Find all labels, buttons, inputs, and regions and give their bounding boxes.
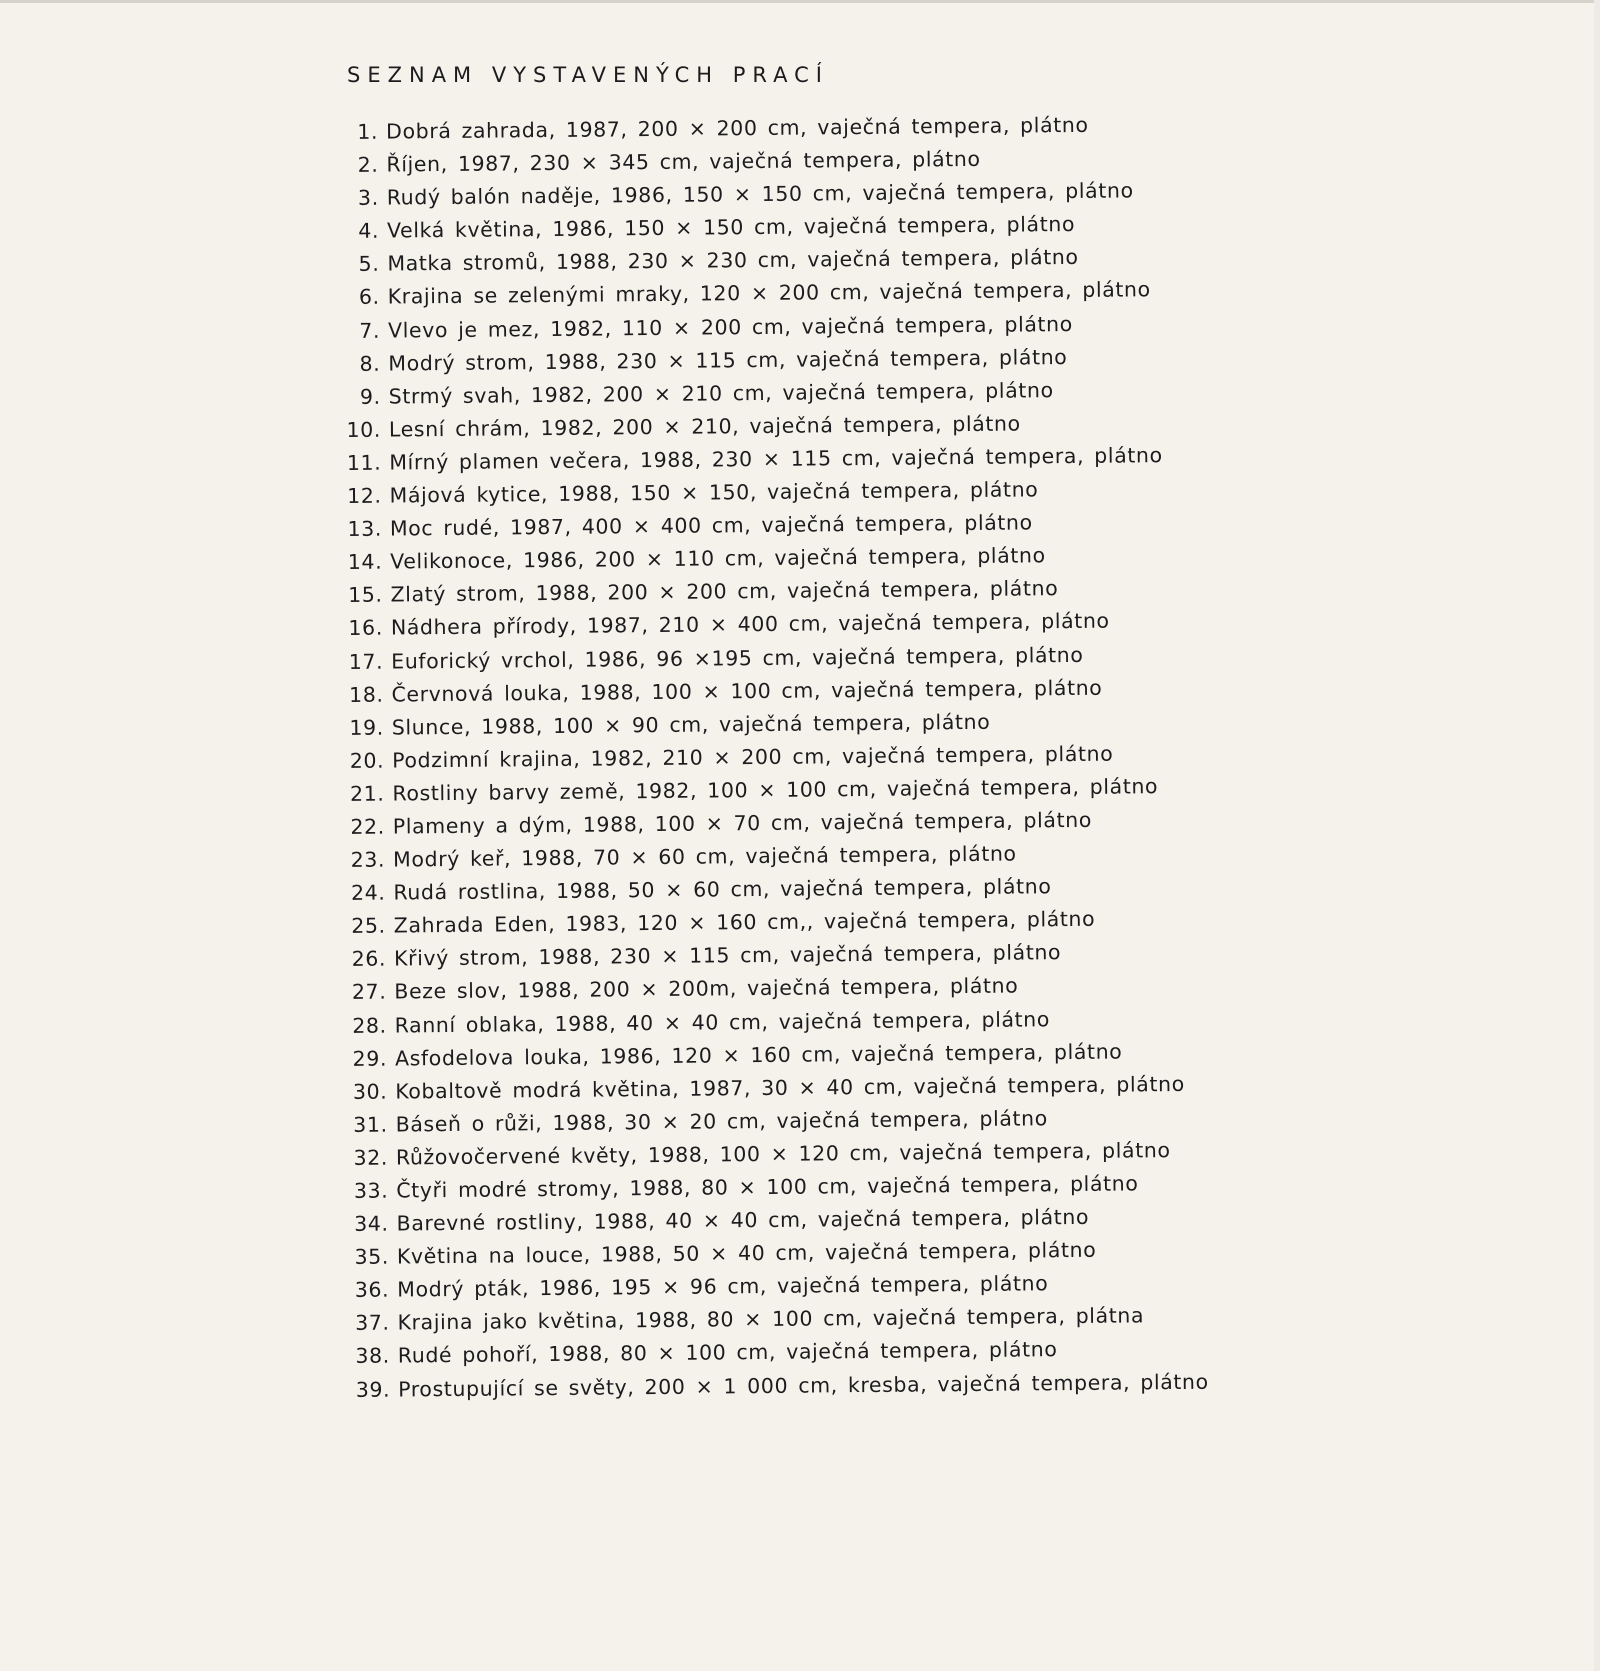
item-text: Rudé pohoří, 1988, 80 × 100 cm, vaječná tempera, plátno bbox=[397, 1337, 1058, 1368]
item-text: Slunce, 1988, 100 × 90 cm, vaječná tempera, plátno bbox=[391, 709, 991, 740]
item-number: 18. bbox=[348, 682, 384, 707]
item-number: 23. bbox=[350, 847, 386, 872]
item-number: 11. bbox=[346, 450, 382, 475]
item-text: Křivý strom, 1988, 230 × 115 cm, vaječná tempera, plátno bbox=[393, 940, 1062, 971]
item-number: 4. bbox=[358, 218, 380, 244]
item-text: Mírný plamen večera, 1988, 230 × 115 cm, vaječná tempera, plátno bbox=[389, 443, 1163, 475]
item-number: 15. bbox=[348, 582, 383, 608]
item-number: 20. bbox=[349, 748, 385, 773]
item-text: Beze slov, 1988, 200 × 200m, vaječná tempera, plátno bbox=[394, 973, 1019, 1004]
item-number: 33. bbox=[353, 1178, 389, 1203]
item-number: 2. bbox=[357, 152, 379, 177]
item-number: 14. bbox=[347, 549, 383, 575]
item-text: Ranní oblaka, 1988, 40 × 40 cm, vaječná tempera, plátno bbox=[394, 1006, 1051, 1038]
item-text: Růžovočervené květy, 1988, 100 × 120 cm, vaječná tempera, plátno bbox=[395, 1137, 1171, 1170]
item-text: Podzimní krajina, 1982, 210 × 200 cm, vaječná tempera, plátno bbox=[392, 741, 1114, 773]
item-number: 28. bbox=[352, 1013, 387, 1038]
item-text: Modrý pták, 1986, 195 × 96 cm, vaječná tempera, plátno bbox=[397, 1271, 1049, 1302]
item-text: Krajina jako květina, 1988, 80 × 100 cm, vaječná tempera, plátna bbox=[397, 1303, 1145, 1335]
item-number: 32. bbox=[353, 1145, 389, 1170]
item-text: Prostupující se světy, 200 × 1 000 cm, kresba, vaječná tempera, plátno bbox=[398, 1369, 1209, 1402]
item-text: Nádhera přírody, 1987, 210 × 400 cm, vaječná tempera, plátno bbox=[390, 609, 1110, 640]
item-text: Asfodelova louka, 1986, 120 × 160 cm, vaječná tempera, plátno bbox=[394, 1039, 1123, 1071]
page-title: SEZNAM VYSTAVENÝCH PRACÍ bbox=[347, 63, 830, 87]
item-number: 22. bbox=[350, 814, 385, 839]
item-number: 5. bbox=[358, 252, 380, 277]
item-text: Strmý svah, 1982, 200 × 210 cm, vaječná tempera, plátno bbox=[388, 377, 1054, 409]
item-number: 39. bbox=[355, 1377, 391, 1402]
item-text: Zlatý strom, 1988, 200 × 200 cm, vaječná tempera, plátno bbox=[390, 576, 1059, 607]
item-number: 36. bbox=[354, 1277, 390, 1303]
item-number: 8. bbox=[359, 351, 381, 376]
item-text: Velikonoce, 1986, 200 × 110 cm, vaječná tempera, plátno bbox=[390, 543, 1046, 574]
item-number: 29. bbox=[352, 1046, 388, 1071]
item-number: 34. bbox=[354, 1211, 389, 1237]
item-text: Báseň o růži, 1988, 30 × 20 cm, vaječná tempera, plátno bbox=[395, 1106, 1048, 1137]
item-text: Matka stromů, 1988, 230 × 230 cm, vaječná tempera, plátno bbox=[387, 245, 1079, 276]
item-text: Barevné rostliny, 1988, 40 × 40 cm, vaječná tempera, plátno bbox=[396, 1204, 1090, 1236]
item-text: Dobrá zahrada, 1987, 200 × 200 cm, vaječná tempera, plátno bbox=[385, 112, 1089, 144]
item-text: Lesní chrám, 1982, 200 × 210, vaječná tempera, plátno bbox=[388, 411, 1021, 442]
item-number: 30. bbox=[352, 1079, 388, 1104]
item-number: 17. bbox=[348, 649, 384, 674]
works-list bbox=[340, 110, 1352, 1410]
item-text: Euforický vrchol, 1986, 96 ×195 cm, vaječná tempera, plátno bbox=[391, 642, 1084, 674]
item-text: Vlevo je mez, 1982, 110 × 200 cm, vaječná tempera, plátno bbox=[387, 311, 1073, 343]
item-text: Krajina se zelenými mraky, 120 × 200 cm, vaječná tempera, plátno bbox=[387, 277, 1151, 310]
item-number: 10. bbox=[346, 417, 382, 442]
item-number: 12. bbox=[347, 483, 382, 508]
item-number: 6. bbox=[358, 285, 380, 310]
item-text: Modrý strom, 1988, 230 × 115 cm, vaječná tempera, plátno bbox=[388, 344, 1068, 376]
item-text: Májová kytice, 1988, 150 × 150, vaječná tempera, plátno bbox=[389, 477, 1039, 508]
item-number: 9. bbox=[359, 384, 381, 409]
item-number: 7. bbox=[359, 318, 381, 343]
item-number: 1. bbox=[357, 119, 379, 144]
page-edge bbox=[1594, 0, 1600, 1671]
item-text: Rudá rostlina, 1988, 50 × 60 cm, vaječná tempera, plátno bbox=[393, 874, 1052, 905]
item-number: 31. bbox=[353, 1112, 388, 1137]
item-number: 16. bbox=[348, 616, 383, 641]
item-text: Čtyři modré stromy, 1988, 80 × 100 cm, vaječná tempera, plátno bbox=[396, 1171, 1139, 1203]
item-number: 21. bbox=[349, 781, 385, 806]
item-text: Rudý balón naděje, 1986, 150 × 150 cm, vaječná tempera, plátno bbox=[386, 178, 1134, 210]
item-number: 3. bbox=[357, 185, 379, 211]
item-number: 35. bbox=[354, 1244, 390, 1270]
item-text: Říjen, 1987, 230 × 345 cm, vaječná tempera, plátno bbox=[386, 146, 981, 177]
item-text: Plameny a dým, 1988, 100 × 70 cm, vaječná tempera, plátno bbox=[392, 807, 1093, 839]
item-number: 37. bbox=[355, 1310, 390, 1336]
item-number: 26. bbox=[351, 946, 387, 972]
item-number: 38. bbox=[355, 1344, 390, 1369]
item-number: 13. bbox=[347, 516, 383, 542]
item-text: Moc rudé, 1987, 400 × 400 cm, vaječná tempera, plátno bbox=[389, 510, 1033, 541]
item-text: Květina na louce, 1988, 50 × 40 cm, vaječná tempera, plátno bbox=[396, 1237, 1097, 1269]
item-number: 25. bbox=[351, 913, 386, 939]
item-text: Červnová louka, 1988, 100 × 100 cm, vaječná tempera, plátno bbox=[391, 675, 1103, 707]
item-number: 19. bbox=[349, 715, 384, 740]
item-text: Kobaltově modrá květina, 1987, 30 × 40 cm, vaječná tempera, plátno bbox=[395, 1071, 1185, 1104]
item-number: 27. bbox=[351, 980, 387, 1005]
item-text: Rostliny barvy země, 1982, 100 × 100 cm, vaječná tempera, plátno bbox=[392, 774, 1159, 806]
item-text: Velká květina, 1986, 150 × 150 cm, vaječná tempera, plátno bbox=[386, 212, 1076, 243]
item-text: Zahrada Eden, 1983, 120 × 160 cm,, vaječná tempera, plátno bbox=[393, 907, 1096, 938]
item-text: Modrý keř, 1988, 70 × 60 cm, vaječná tempera, plátno bbox=[392, 841, 1017, 872]
item-number: 24. bbox=[350, 880, 386, 906]
